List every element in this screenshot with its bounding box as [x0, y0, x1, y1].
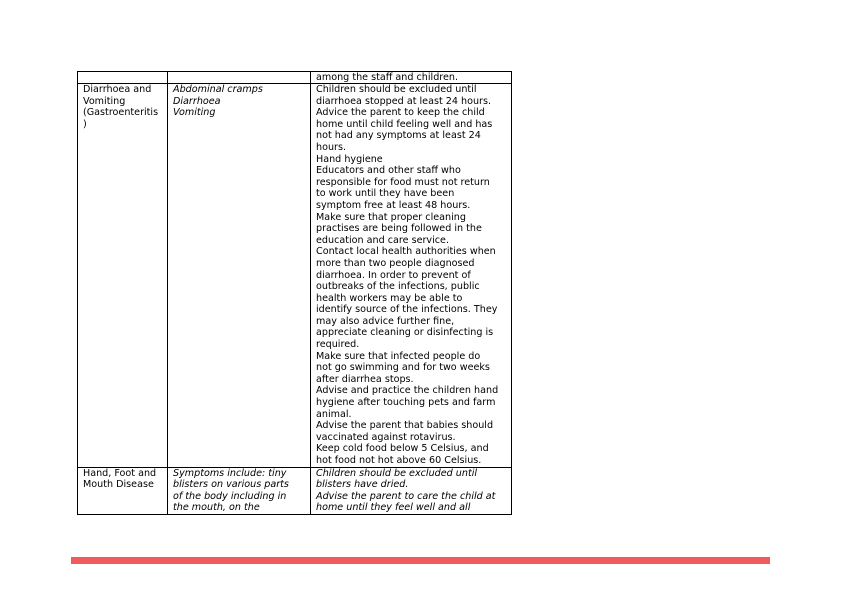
condition-cell: [78, 72, 168, 84]
action-line: more than two people diagnosed: [316, 257, 475, 269]
action-line: required.: [316, 339, 360, 351]
symptom-line: Vomiting: [173, 107, 216, 119]
action-line: Children should be excluded until: [316, 84, 477, 95]
action-line: outbreaks of the infections, public: [316, 281, 480, 293]
action-line: Make sure that proper cleaning: [316, 211, 466, 223]
action-line: Advise the parent that babies should: [316, 420, 494, 432]
action-line: symptom free at least 48 hours.: [316, 199, 471, 211]
action-line: not had any symptoms at least 24: [316, 130, 481, 142]
action-line: animal.: [316, 408, 352, 420]
action-line: diarrhoea stopped at least 24 hours.: [316, 95, 492, 107]
action-line: Advise the parent to care the child at: [316, 490, 496, 502]
condition-line: Mouth Disease: [83, 479, 154, 491]
footer-accent-bar: [71, 557, 770, 564]
action-line: Advise and practice the children hand: [316, 385, 499, 397]
illness-exclusion-table: [77, 71, 512, 515]
actions-cell: [311, 72, 512, 84]
action-line: blisters have dried.: [316, 479, 409, 491]
action-line: appreciate cleaning or disinfecting is: [316, 327, 494, 339]
symptom-line: Diarrhoea: [173, 95, 221, 107]
action-line: education and care service.: [316, 234, 450, 246]
action-line: among the staff and children.: [316, 72, 459, 83]
action-line: Contact local health authorities when: [316, 246, 496, 258]
action-line: not go swimming and for two weeks: [316, 362, 490, 374]
symptom-line: Abdominal cramps: [173, 84, 263, 95]
condition-line: ): [83, 118, 87, 130]
condition-cell: [78, 84, 168, 468]
table-row: [78, 84, 512, 468]
symptom-line: Symptoms include: tiny: [173, 467, 287, 479]
action-line: Educators and other staff who: [316, 165, 461, 177]
action-line: Children should be excluded until: [316, 467, 478, 479]
action-line: practises are being followed in the: [316, 223, 482, 235]
condition-cell: [78, 467, 168, 514]
action-line: diarrhoea. In order to prevent of: [316, 269, 471, 281]
action-line: home until child feeling well and has: [316, 118, 493, 130]
symptoms-cell: [168, 467, 311, 514]
condition-line: Diarrhoea and: [83, 84, 152, 95]
symptoms-cell: [168, 72, 311, 84]
symptom-line: the mouth, on the: [173, 502, 260, 514]
action-line: Make sure that infected people do: [316, 350, 481, 362]
action-line: hygiene after touching pets and farm: [316, 397, 496, 409]
action-line: home until they feel well and all: [316, 502, 471, 514]
action-line: vaccinated against rotavirus.: [316, 431, 456, 443]
action-line: hours.: [316, 141, 347, 153]
actions-cell: [311, 84, 512, 468]
action-line: may also advice further fine,: [316, 315, 455, 327]
action-line: to work until they have been: [316, 188, 455, 200]
actions-cell: [311, 467, 512, 514]
symptom-line: blisters on various parts: [173, 479, 289, 491]
symptoms-cell: [168, 84, 311, 468]
action-line: Keep cold food below 5 Celsius, and: [316, 443, 489, 455]
action-line: hot food not hot above 60 Celsius.: [316, 455, 482, 466]
condition-line: Vomiting: [83, 95, 126, 107]
action-line: health workers may be able to: [316, 292, 463, 304]
condition-line: (Gastroenteritis: [83, 107, 159, 119]
table-row: [78, 467, 512, 514]
action-line: Hand hygiene: [316, 153, 383, 165]
action-line: responsible for food must not return: [316, 176, 490, 188]
action-line: identify source of the infections. They: [316, 304, 498, 316]
symptom-line: of the body including in: [173, 490, 287, 502]
condition-line: Hand, Foot and: [83, 467, 157, 479]
action-line: after diarrhea stops.: [316, 373, 414, 385]
table-row: [78, 72, 512, 84]
action-line: Advice the parent to keep the child: [316, 107, 485, 119]
